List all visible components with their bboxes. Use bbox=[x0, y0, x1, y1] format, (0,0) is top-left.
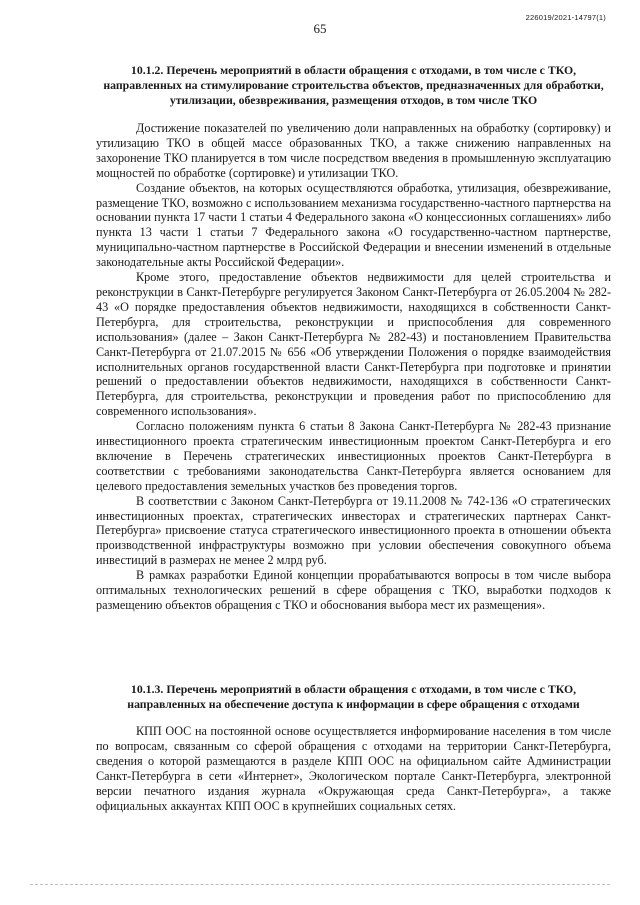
footer-divider bbox=[30, 884, 610, 885]
paragraph: В соответствии с Законом Санкт-Петербурга от 19.11.2008 № 742-136 «О стратегических инвестиционных проектах, стратегических инвесторах и стратегических партнерах Санкт-Петербурга» присвоение статуса стратегического инвестиционного проекта в отношении объекта производственной инфраструктуры возможно при условии обеспечения совокупного объема инвестиций в размерах не менее 2 млрд руб. bbox=[96, 493, 611, 568]
section-heading-10-1-2: 10.1.2. Перечень мероприятий в области обращения с отходами, в том числе с ТКО, направленных на стимулирование строительства объектов, предназначенных для обработки, утилизации, обезвреживания, размещения отходов, в том числе ТКО bbox=[103, 63, 604, 107]
paragraph: Создание объектов, на которых осуществляются обработка, утилизация, обезвреживание, размещение ТКО, возможно с использованием механизма государственно-частного партнерства на основании пункта 17 части 1 статьи 4 Федерального закона «О концессионных соглашениях» либо пункта 13 части 1 статьи 7 Федерального закона «О государственно-частном партнерстве, муниципально-частном партнерстве в Российской Федерации и внесении изменений в отдельные законодательные акты Российской Федерации». bbox=[96, 180, 611, 270]
paragraph: КПП ООС на постоянной основе осуществляется информирование населения в том числе по вопросам, связанным со сферой обращения с отходами на территории Санкт-Петербурга, сведения о которой размещаются в разделе КПП ООС на официальном сайте Администрации Санкт-Петербурга в сети «Интернет», Экологическом портале Санкт-Петербурга, электронной версии печатного издания журнала «Окружающая среда Санкт-Петербурга», а также официальных аккаунтах КПП ООС в крупнейших социальных сетях. bbox=[96, 724, 611, 813]
section-body-10-1-2 bbox=[96, 121, 611, 613]
paragraph: Согласно положениям пункта 6 статьи 8 Закона Санкт-Петербурга № 282-43 признание инвестиционного проекта стратегическим инвестиционным проектом Санкт-Петербурга и его включение в Перечень стратегических инвестиционных проектов Санкт-Петербурга в соответствии с требованиями законодательства Санкт-Петербурга является основанием для целевого предоставления земельных участков без проведения торгов. bbox=[96, 419, 611, 493]
page-number: 65 bbox=[313, 21, 327, 36]
paragraph: Достижение показателей по увеличению доли направленных на обработку (сортировку) и утилизацию ТКО в общей массе образованных ТКО, а также снижению направленных на захоронение ТКО планируется в том числе посредством введения в промышленную эксплуатацию мощностей по обработке (сортировке) и утилизации ТКО. bbox=[96, 121, 611, 180]
document-id: 226019/2021-14797(1) bbox=[525, 13, 606, 22]
section-body-10-1-3 bbox=[96, 724, 611, 813]
section-heading-10-1-3: 10.1.3. Перечень мероприятий в области обращения с отходами, в том числе с ТКО, направленных на обеспечение доступа к информации в сфере обращения с отходами bbox=[127, 682, 580, 711]
paragraph: Кроме этого, предоставление объектов недвижимости для целей строительства и реконструкции в Санкт-Петербурге регулируется Законом Санкт-Петербурга от 26.05.2004 № 282-43 «О порядке предоставления объектов недвижимости, находящихся в собственности Санкт-Петербурга, для строительства, реконструкции и приспособления для современного использования» (далее – Закон Санкт-Петербурга № 282-43) и постановлением Правительства Санкт-Петербурга от 21.07.2015 № 656 «Об утверждении Положения о порядке взаимодействия исполнительных органов государственной власти Санкт-Петербурга при подготовке и принятии решений о предоставлении объектов недвижимости, находящихся в собственности Санкт-Петербурга, для строительства, реконструкции и проведения работ по приспособлению для современного использования». bbox=[96, 270, 611, 419]
paragraph: В рамках разработки Единой концепции прорабатываются вопросы в том числе выбора оптимальных технологических решений в сфере обращения с ТКО, выработки подходов к размещению объектов обращения с ТКО и обоснования выбора мест их размещения». bbox=[96, 568, 611, 612]
